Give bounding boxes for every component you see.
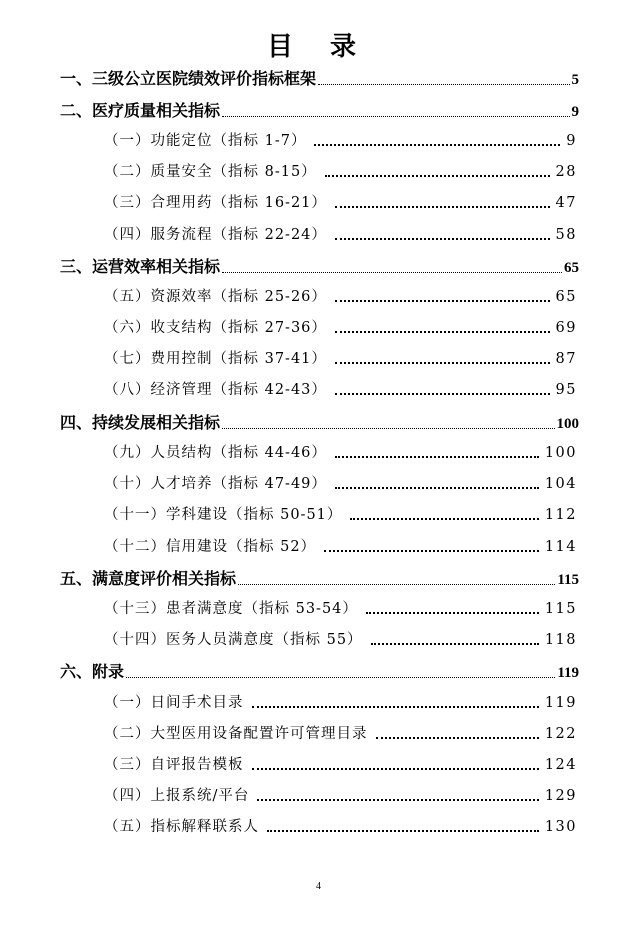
toc-entry-page: 112 xyxy=(544,507,577,523)
toc-entry-label: （五）指标解释联系人 xyxy=(104,819,259,835)
toc-entry-label: 四、持续发展相关指标 xyxy=(60,413,221,432)
dot-leader xyxy=(335,299,550,302)
toc-entry-page: 100 xyxy=(544,445,577,461)
toc-entry-item[interactable] xyxy=(104,347,577,368)
toc-entry-label: （二）大型医用设备配置许可管理目录 xyxy=(104,726,368,742)
toc-entry-page: 65 xyxy=(564,260,579,276)
dot-leader xyxy=(257,798,538,801)
dot-leader xyxy=(252,705,539,708)
toc-entry-section-3[interactable] xyxy=(60,254,579,277)
toc-entry-label: （十）人才培养（指标 47-49） xyxy=(104,476,327,492)
toc-entry-label: （四）上报系统/平台 xyxy=(104,788,250,804)
dot-leader xyxy=(335,455,539,458)
dot-leader xyxy=(366,611,539,614)
toc-entry-page: 87 xyxy=(555,351,577,367)
toc-entry-page: 95 xyxy=(555,382,577,398)
dot-leader xyxy=(318,83,569,85)
toc-entry-page: 130 xyxy=(544,819,577,835)
dot-leader xyxy=(335,361,550,364)
toc-entry-section-1[interactable] xyxy=(60,66,579,89)
toc-entry-label: （一）功能定位（指标 1-7） xyxy=(104,133,307,149)
toc-entry-label: （十一）学科建设（指标 50-51） xyxy=(104,507,343,523)
toc-entry-item[interactable] xyxy=(104,316,577,337)
toc-entry-page: 69 xyxy=(555,320,577,336)
dot-leader xyxy=(267,829,539,832)
dot-leader xyxy=(335,237,550,240)
toc-entry-label: 一、三级公立医院绩效评价指标框架 xyxy=(60,69,317,88)
toc-entry-page: 119 xyxy=(557,665,579,681)
toc-entry-item[interactable] xyxy=(104,129,577,150)
dot-leader xyxy=(324,549,539,552)
toc-entry-section-4[interactable] xyxy=(60,410,579,433)
toc-entry-page: 9 xyxy=(571,104,579,120)
toc-entry-label: （十四）医务人员满意度（指标 55） xyxy=(104,632,363,648)
toc-entry-label: （四）服务流程（指标 22-24） xyxy=(104,227,327,243)
toc-entry-item[interactable] xyxy=(104,784,577,805)
toc-entry-page: 9 xyxy=(566,133,577,149)
toc-entry-page: 115 xyxy=(544,601,577,617)
toc-entry-item[interactable] xyxy=(104,472,577,493)
page-title: 目 录 xyxy=(266,32,371,62)
toc-entry-label: 五、满意度评价相关指标 xyxy=(60,569,237,588)
toc-entry-page: 65 xyxy=(555,289,577,305)
toc-entry-section-6[interactable] xyxy=(60,659,579,682)
toc-entry-page: 115 xyxy=(557,572,579,588)
toc-entry-label: （三）合理用药（指标 16-21） xyxy=(104,195,327,211)
toc-entry-label: （十二）信用建设（指标 52） xyxy=(104,539,317,555)
toc-entry-page: 124 xyxy=(544,757,577,773)
toc-entry-label: （五）资源效率（指标 25-26） xyxy=(104,289,327,305)
toc-entry-section-5[interactable] xyxy=(60,566,579,589)
dot-leader xyxy=(335,392,550,395)
toc-entry-page: 119 xyxy=(544,695,577,711)
toc-entry-page: 118 xyxy=(544,632,577,648)
toc-entry-label: （八）经济管理（指标 42-43） xyxy=(104,382,327,398)
dot-leader xyxy=(222,271,562,273)
dot-leader xyxy=(238,583,555,585)
dot-leader xyxy=(325,174,550,177)
toc-entry-page: 28 xyxy=(555,164,577,180)
dot-leader xyxy=(335,486,539,489)
toc-entry-label: （九）人员结构（指标 44-46） xyxy=(104,445,327,461)
dot-leader xyxy=(350,517,538,520)
dot-leader xyxy=(335,205,550,208)
toc-entry-label: （三）自评报告模板 xyxy=(104,757,244,773)
toc-entry-label: 二、医疗质量相关指标 xyxy=(60,101,221,120)
toc-entry-item[interactable] xyxy=(104,285,577,306)
toc-entry-item[interactable] xyxy=(104,503,577,524)
toc-entry-item[interactable] xyxy=(104,753,577,774)
toc-entry-item[interactable] xyxy=(104,691,577,712)
toc-entry-label: （六）收支结构（指标 27-36） xyxy=(104,320,327,336)
toc-entry-item[interactable] xyxy=(104,441,577,462)
dot-leader xyxy=(252,767,539,770)
toc-entry-page: 58 xyxy=(555,227,577,243)
toc-entry-page: 104 xyxy=(544,476,577,492)
toc-entry-page: 129 xyxy=(544,788,577,804)
toc-entry-item[interactable] xyxy=(104,535,577,556)
dot-leader xyxy=(222,115,569,117)
toc-entry-label: （七）费用控制（指标 37-41） xyxy=(104,351,327,367)
toc-entry-item[interactable] xyxy=(104,191,577,212)
dot-leader xyxy=(335,330,550,333)
toc-entry-page: 5 xyxy=(571,72,579,88)
dot-leader xyxy=(376,736,539,739)
toc-entry-label: （二）质量安全（指标 8-15） xyxy=(104,164,317,180)
toc-entry-section-2[interactable] xyxy=(60,98,579,121)
dot-leader xyxy=(314,143,560,146)
toc-entry-label: （十三）患者满意度（指标 53-54） xyxy=(104,601,358,617)
toc-entry-page: 114 xyxy=(544,539,577,555)
page-number: 4 xyxy=(316,881,321,892)
toc-entry-label: （一）日间手术目录 xyxy=(104,695,244,711)
dot-leader xyxy=(371,642,539,645)
dot-leader xyxy=(222,427,554,429)
dot-leader xyxy=(126,676,555,678)
toc-entry-item[interactable] xyxy=(104,628,577,649)
toc-entry-item[interactable] xyxy=(104,223,577,244)
toc-entry-item[interactable] xyxy=(104,597,577,618)
toc-entry-item[interactable] xyxy=(104,815,577,836)
toc-entry-item[interactable] xyxy=(104,722,577,743)
toc-entry-page: 47 xyxy=(555,195,577,211)
toc-entry-page: 122 xyxy=(544,726,577,742)
toc-entry-label: 六、附录 xyxy=(60,662,125,681)
toc-entry-page: 100 xyxy=(556,416,579,432)
toc-entry-item[interactable] xyxy=(104,160,577,181)
toc-entry-label: 三、运营效率相关指标 xyxy=(60,257,221,276)
toc-entry-item[interactable] xyxy=(104,378,577,399)
